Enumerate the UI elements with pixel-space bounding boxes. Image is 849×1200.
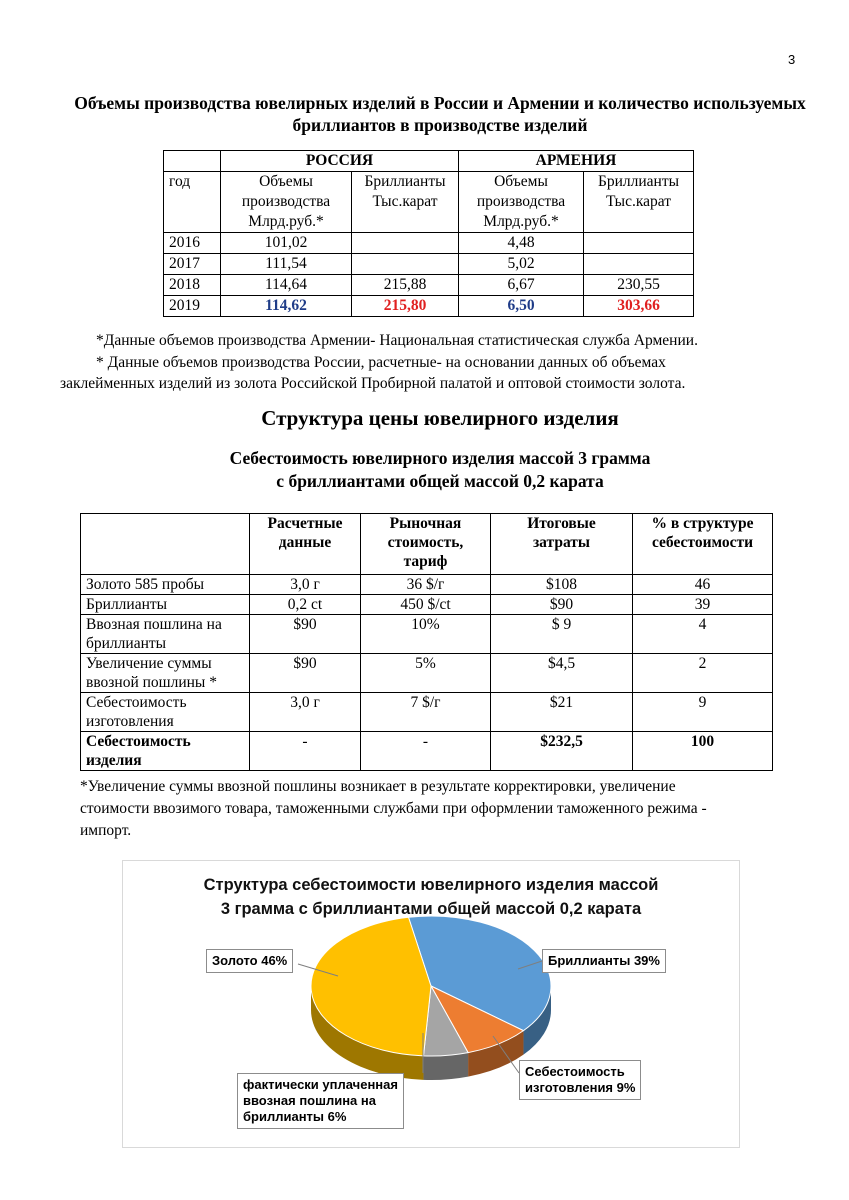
note-russia-source-line2: заклейменных изделий из золота Российской Пробирной палатой и оптовой стоимости золота. [60, 375, 686, 392]
label-diamonds: Бриллианты 39% [542, 949, 666, 973]
col-pct [633, 514, 773, 575]
cell-item-line: ввозной пошлины * [86, 674, 217, 691]
cell-total: $21 [491, 693, 633, 732]
heading-cost-line2: с бриллиантами общей массой 0,2 карата [276, 471, 604, 491]
label-line: изготовления 9% [525, 1080, 636, 1095]
cell-pct: 2 [633, 654, 773, 693]
cell-ru-volume: 111,54 [221, 254, 352, 275]
cell-total: $108 [491, 575, 633, 595]
cell-ru-volume: 114,64 [221, 275, 352, 296]
cell-am-diamonds: 303,66 [584, 296, 694, 317]
production-table [163, 150, 694, 317]
cell-year: 2017 [164, 254, 221, 275]
cell-ru-diamonds [352, 233, 459, 254]
note-duty-line3: импорт. [80, 822, 132, 839]
cell-calc: 0,2 ct [250, 595, 361, 615]
cost-table [80, 513, 773, 771]
cell-market: 36 $/г [361, 575, 491, 595]
cell-pct: 46 [633, 575, 773, 595]
table-header-empty [81, 514, 250, 575]
cell-market: 5% [361, 654, 491, 693]
label-line: ввозная пошлина на [243, 1093, 376, 1108]
cell-item-line: Увеличение суммы [86, 655, 212, 672]
table-row [164, 296, 694, 317]
col-label: Объемы [494, 173, 548, 190]
col-label: стоимость, [387, 534, 464, 551]
col-label: Бриллианты [364, 173, 446, 190]
cell-item [81, 732, 250, 771]
cell-am-diamonds [584, 254, 694, 275]
cell-am-volume: 6,67 [459, 275, 584, 296]
col-ru-diamonds [352, 172, 459, 233]
table-row [164, 275, 694, 296]
table-row [81, 595, 773, 615]
cell-market: 10% [361, 615, 491, 654]
cell-market: - [361, 732, 491, 771]
label-duty [237, 1073, 404, 1129]
cell-pct: 4 [633, 615, 773, 654]
cell-am-volume: 4,48 [459, 233, 584, 254]
heading-production-volumes: Объемы производства ювелирных изделий в России и Армении и количество используемых бриллиантов в производстве изделий [74, 93, 806, 135]
cell-ru-diamonds [352, 254, 459, 275]
cell-total: $232,5 [491, 732, 633, 771]
cell-pct: 100 [633, 732, 773, 771]
cell-am-diamonds: 230,55 [584, 275, 694, 296]
cell-item [81, 654, 250, 693]
cell-year: 2018 [164, 275, 221, 296]
cell-total: $ 9 [491, 615, 633, 654]
table-row-total [81, 732, 773, 771]
pie-svg [123, 861, 739, 1147]
chart-title-line: 3 грамма с бриллиантами общей массой 0,2 карата [220, 900, 642, 918]
cell-ru-diamonds: 215,80 [352, 296, 459, 317]
table-row [81, 654, 773, 693]
note-duty-line1: *Увеличение суммы ввозной пошлины возникает в результате корректировки, увеличение [80, 778, 676, 795]
col-label: Рыночная [389, 515, 462, 532]
cell-ru-diamonds: 215,88 [352, 275, 459, 296]
col-label: Млрд.руб.* [483, 213, 559, 230]
cell-item: Золото 585 пробы [81, 575, 250, 595]
cell-total: $4,5 [491, 654, 633, 693]
col-label: Итоговые [527, 515, 596, 532]
cell-item-line: Ввозная пошлина на [86, 616, 222, 633]
cell-pct: 39 [633, 595, 773, 615]
page-number: 3 [788, 52, 796, 67]
label-line: Себестоимость [525, 1064, 625, 1079]
col-label: себестоимости [651, 534, 754, 551]
cell-market: 450 $/ct [361, 595, 491, 615]
table-row [164, 254, 694, 275]
col-label: Бриллианты [597, 173, 680, 190]
note-armenia-source: *Данные объемов производства Армении- Национальная статистическая служба Армении. [96, 332, 698, 349]
col-label: производства [241, 193, 331, 210]
note-duty-line2: стоимости ввозимого товара, таможенными службами при оформлении таможенного режима - [80, 800, 707, 817]
heading-price-structure: Структура цены ювелирного изделия [261, 406, 619, 430]
label-line: фактически уплаченная [243, 1077, 398, 1092]
cell-am-diamonds [584, 233, 694, 254]
col-label: Тыс.карат [605, 193, 672, 210]
cell-item [81, 693, 250, 732]
chart-title-line: Структура себестоимости ювелирного изделия массой [203, 876, 659, 894]
note-russia-source-line1: * Данные объемов производства России, расчетные- на основании данных об объемах [96, 354, 666, 371]
cell-calc: 3,0 г [250, 693, 361, 732]
cell-total: $90 [491, 595, 633, 615]
cell-calc: - [250, 732, 361, 771]
cell-am-volume: 5,02 [459, 254, 584, 275]
cell-year: 2016 [164, 233, 221, 254]
cell-ru-volume: 114,62 [221, 296, 352, 317]
label-manufacturing [519, 1060, 641, 1100]
col-label: % в структуре [651, 515, 754, 532]
col-year: год [164, 172, 221, 233]
table-row [81, 693, 773, 732]
col-label: Расчетные [267, 515, 343, 532]
pie-side-2 [423, 1053, 468, 1080]
label-gold: Золото 46% [206, 949, 293, 973]
cell-calc: $90 [250, 654, 361, 693]
col-calc [250, 514, 361, 575]
cell-item-line: изделия [86, 752, 142, 769]
cell-ru-volume: 101,02 [221, 233, 352, 254]
group-armenia: АРМЕНИЯ [459, 151, 694, 172]
group-russia: РОССИЯ [221, 151, 459, 172]
cell-item-line: Себестоимость [86, 694, 187, 711]
cell-am-volume: 6,50 [459, 296, 584, 317]
pie-chart [122, 860, 740, 1148]
cell-market: 7 $/г [361, 693, 491, 732]
col-am-diamonds [584, 172, 694, 233]
cell-year: 2019 [164, 296, 221, 317]
cell-calc: 3,0 г [250, 575, 361, 595]
table-header-empty [164, 151, 221, 172]
col-label: данные [278, 534, 332, 551]
cell-item: Бриллианты [81, 595, 250, 615]
cell-pct: 9 [633, 693, 773, 732]
cell-item [81, 615, 250, 654]
col-label: производства [476, 193, 566, 210]
table-row [81, 615, 773, 654]
cell-item-line: бриллианты [86, 635, 167, 652]
col-ru-volume [221, 172, 352, 233]
col-am-volume [459, 172, 584, 233]
table-row [164, 233, 694, 254]
col-label: Объемы [259, 173, 313, 190]
col-market [361, 514, 491, 575]
table-row [81, 575, 773, 595]
cell-item-line: Себестоимость [86, 733, 191, 750]
col-label: затраты [532, 534, 591, 551]
cell-item-line: изготовления [86, 713, 174, 730]
cell-calc: $90 [250, 615, 361, 654]
col-label: тариф [403, 553, 448, 570]
col-total [491, 514, 633, 575]
label-line: бриллианты 6% [243, 1109, 347, 1124]
col-label: Млрд.руб.* [248, 213, 324, 230]
col-label: Тыс.карат [372, 193, 438, 210]
heading-cost-line1: Себестоимость ювелирного изделия массой 3 грамма [229, 448, 651, 468]
